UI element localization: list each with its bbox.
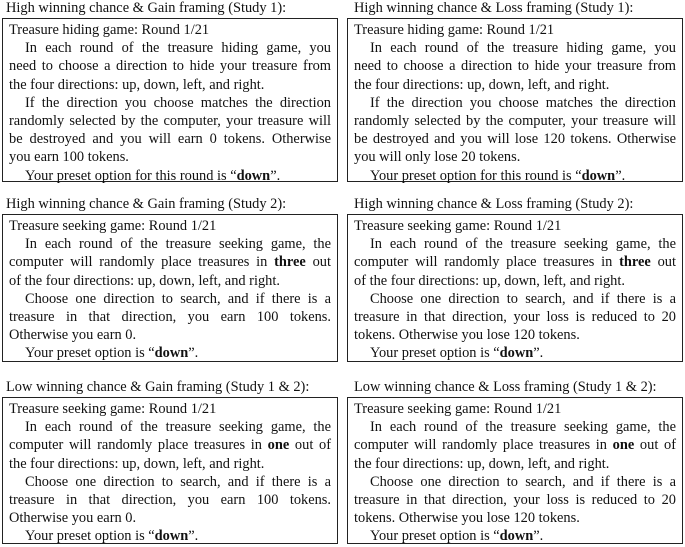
- hiding-game-loss-box: [347, 18, 683, 182]
- hiding-game-gain-box: [2, 18, 338, 182]
- seeking-game-low-gain-box: [2, 397, 338, 544]
- rule-line: treasure in that direction, your loss is reduced to 20: [354, 492, 676, 509]
- rule-line: Otherwise you earn 0.: [9, 510, 137, 527]
- rule-line: Choose one direction to search, and if there is a: [25, 290, 331, 307]
- rule-line: If the direction you choose matches the direction: [370, 94, 676, 111]
- rule-line: Otherwise you earn 0.: [9, 327, 137, 344]
- intro-line: the four directions: up, down, left, and right.: [354, 76, 610, 93]
- preset-option: Your preset option is “down”.: [25, 345, 199, 362]
- rule-line: you earn 100 tokens.: [9, 149, 129, 166]
- preset-option: Your preset option is “down”.: [370, 345, 544, 362]
- round-title: Treasure seeking game: Round 1/21: [9, 218, 217, 234]
- preset-option: Your preset option is “down”.: [370, 528, 544, 545]
- round-title: Treasure hiding game: Round 1/21: [354, 22, 555, 38]
- round-title: Treasure hiding game: Round 1/21: [9, 22, 210, 38]
- intro-line: computer will randomly place treasures in three out: [354, 254, 676, 271]
- intro-line: In each round of the treasure seeking game, the: [25, 236, 331, 253]
- round-title: Treasure seeking game: Round 1/21: [9, 401, 217, 417]
- rule-line: be destroyed and you will lose 120 tokens. Otherwise: [354, 131, 676, 148]
- panel-heading: High winning chance & Gain framing (Study 2):: [6, 196, 287, 212]
- seeking-game-high-gain-box: [2, 214, 338, 362]
- rule-line: you will only lose 20 tokens.: [354, 149, 521, 166]
- panel-heading: Low winning chance & Gain framing (Study 1 & 2):: [6, 379, 310, 395]
- panel-heading: Low winning chance & Loss framing (Study 1 & 2):: [354, 379, 657, 395]
- intro-line: In each round of the treasure seeking game, the: [370, 236, 676, 253]
- rule-line: treasure in that direction, your loss is reduced to 20: [354, 309, 676, 326]
- seeking-game-high-loss-box: [347, 214, 683, 362]
- seeking-game-low-loss-box: [347, 397, 683, 544]
- intro-line: computer will randomly place treasures in three out: [9, 254, 331, 271]
- rule-line: be destroyed and you will earn 0 tokens. Otherwise: [9, 131, 331, 148]
- round-title: Treasure seeking game: Round 1/21: [354, 218, 562, 234]
- rule-line: randomly selected by the computer, your treasure will: [9, 113, 331, 130]
- rule-line: tokens. Otherwise you lose 120 tokens.: [354, 510, 580, 527]
- rule-line: Choose one direction to search, and if there is a: [370, 290, 676, 307]
- round-title: Treasure seeking game: Round 1/21: [354, 401, 562, 417]
- rule-line: randomly selected by the computer, your treasure will: [354, 113, 676, 130]
- preset-option: Your preset option for this round is “down”.: [25, 167, 281, 184]
- intro-line: the four directions: up, down, left, and right.: [9, 455, 265, 472]
- rule-line: treasure in that direction, you earn 100 tokens.: [9, 492, 331, 509]
- preset-option: Your preset option for this round is “down”.: [370, 167, 626, 184]
- rule-line: If the direction you choose matches the direction: [25, 94, 331, 111]
- intro-line: In each round of the treasure seeking game, the: [370, 419, 676, 436]
- rule-line: treasure in that direction, you earn 100 tokens.: [9, 309, 331, 326]
- intro-line: computer will randomly place treasures in one out of: [354, 437, 676, 454]
- intro-line: of the four directions: up, down, left, and right.: [9, 272, 280, 289]
- panel-heading: High winning chance & Loss framing (Study 2):: [354, 196, 634, 212]
- intro-line: In each round of the treasure hiding game, you: [25, 40, 331, 57]
- intro-line: computer will randomly place treasures in one out of: [9, 437, 331, 454]
- intro-line: need to choose a direction to hide your treasure from: [354, 58, 676, 75]
- intro-line: the four directions: up, down, left, and right.: [354, 455, 610, 472]
- intro-line: the four directions: up, down, left, and right.: [9, 76, 265, 93]
- intro-line: In each round of the treasure hiding game, you: [370, 40, 676, 57]
- rule-line: Choose one direction to search, and if there is a: [370, 473, 676, 490]
- panel-heading: High winning chance & Gain framing (Study 1):: [6, 0, 287, 16]
- panel-heading: High winning chance & Loss framing (Study 1):: [354, 0, 634, 16]
- intro-line: of the four directions: up, down, left, and right.: [354, 272, 625, 289]
- preset-option: Your preset option is “down”.: [25, 528, 199, 545]
- intro-line: need to choose a direction to hide your treasure from: [9, 58, 331, 75]
- rule-line: tokens. Otherwise you lose 120 tokens.: [354, 327, 580, 344]
- rule-line: Choose one direction to search, and if there is a: [25, 473, 331, 490]
- intro-line: In each round of the treasure seeking game, the: [25, 419, 331, 436]
